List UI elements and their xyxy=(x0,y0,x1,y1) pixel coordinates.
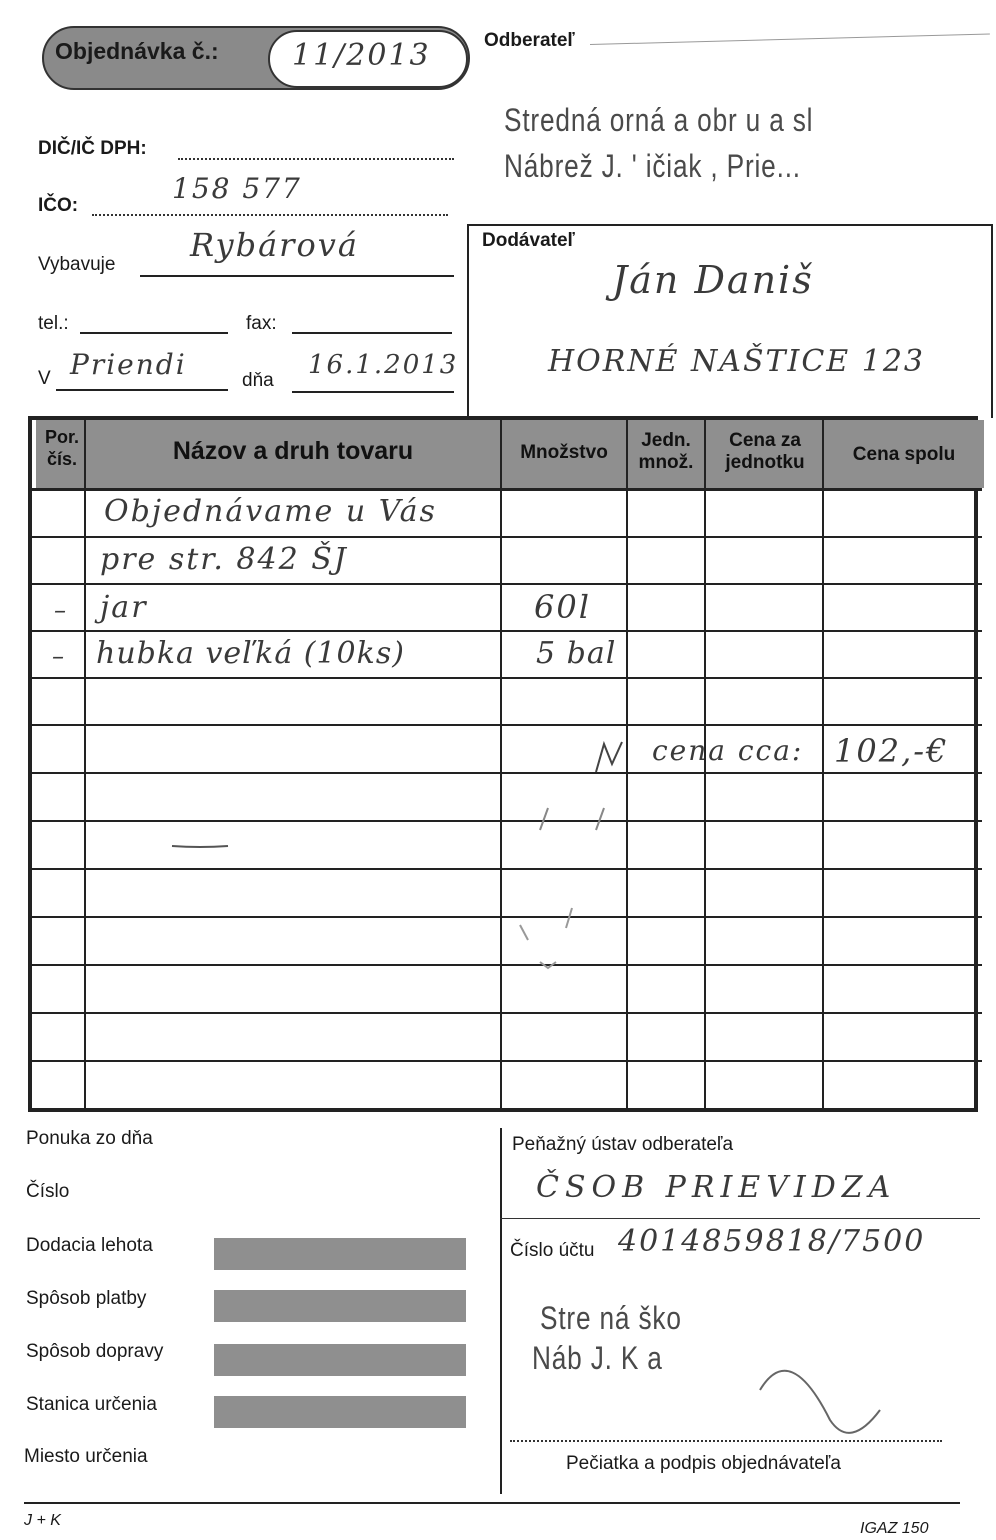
transport-field[interactable] xyxy=(214,1344,466,1376)
th-num: Por. čís. xyxy=(44,427,79,469)
customer-stamp-line2: Nábrež J. ' ičiak , Prie... xyxy=(504,148,801,184)
order-label: Objednávka č.: xyxy=(55,38,219,64)
supplier-address: HORNÉ NAŠTICE 123 xyxy=(548,344,926,379)
form-code: IGAZ 150 xyxy=(860,1520,929,1537)
supplier-label: Dodávateľ xyxy=(482,230,575,251)
v-label: V xyxy=(38,368,51,389)
bank-line xyxy=(500,1218,980,1219)
fax-label: fax: xyxy=(246,313,277,334)
price-note: cena cca: xyxy=(652,734,804,767)
row-4-name: hubka veľká (10ks) xyxy=(96,636,405,671)
customer-stamp-line1: Stredná orná a obr u a sl xyxy=(504,102,814,138)
th-name: Názov a druh tovaru xyxy=(172,437,414,465)
vybavuje-label: Vybavuje xyxy=(38,254,116,275)
footer-stamp-line2: Náb J. K a xyxy=(532,1340,663,1376)
signature-label: Pečiatka a podpis objednávateľa xyxy=(566,1453,841,1474)
price-value: 102,-€ xyxy=(834,732,949,770)
offer-label: Ponuka zo dňa xyxy=(26,1128,153,1149)
supplier-name: Ján Daniš xyxy=(612,258,814,302)
th-qty: Množstvo xyxy=(520,442,608,463)
vybavuje-value: Rybárová xyxy=(190,226,359,264)
publisher: J + K xyxy=(24,1512,61,1529)
signature-line[interactable] xyxy=(510,1430,942,1442)
bank-value: ČSOB PRIEVIDZA xyxy=(536,1170,897,1205)
row-3-qty: 60l xyxy=(534,588,591,626)
row-4-qty: 5 bal xyxy=(536,636,617,671)
dna-value: 16.1.2013 xyxy=(308,350,459,380)
customer-label: Odberateľ xyxy=(484,30,575,51)
order-number-value: 11/2013 xyxy=(292,38,431,73)
account-value: 4014859818/7500 xyxy=(618,1224,926,1259)
footer-divider xyxy=(500,1128,502,1494)
transport-label: Spôsob dopravy xyxy=(26,1341,164,1362)
row-1-name: Objednávame u Vás xyxy=(104,494,437,529)
station-field[interactable] xyxy=(214,1396,466,1428)
bank-label: Peňažný ústav odberateľa xyxy=(512,1134,734,1155)
row-3-num: – xyxy=(54,596,68,624)
payment-label: Spôsob platby xyxy=(26,1288,147,1309)
row-2-name: pre str. 842 ŠJ xyxy=(100,542,348,577)
station-label: Stanica určenia xyxy=(26,1394,157,1415)
number-label: Číslo xyxy=(26,1181,70,1202)
row-3-name: jar xyxy=(100,590,148,625)
bottom-line xyxy=(24,1502,960,1504)
th-unit: Jedn. množ. xyxy=(638,430,694,473)
footer-stamp-line1: Stre ná ško xyxy=(540,1300,682,1336)
ico-value: 158 577 xyxy=(172,172,302,205)
row-4-num: – xyxy=(52,642,66,670)
payment-field[interactable] xyxy=(214,1290,466,1322)
ico-label: IČO: xyxy=(38,195,79,216)
th-unit-price: Cena za jednotku xyxy=(725,430,805,473)
delivery-label: Dodacia lehota xyxy=(26,1235,153,1256)
th-total: Cena spolu xyxy=(852,444,956,465)
dic-label: DIČ/IČ DPH: xyxy=(38,138,147,159)
v-value: Priendi xyxy=(70,348,187,381)
account-label: Číslo účtu xyxy=(510,1240,595,1261)
tel-label: tel.: xyxy=(38,313,69,334)
delivery-field[interactable] xyxy=(214,1238,466,1270)
dna-label: dňa xyxy=(242,370,274,391)
place-label: Miesto určenia xyxy=(24,1446,148,1467)
